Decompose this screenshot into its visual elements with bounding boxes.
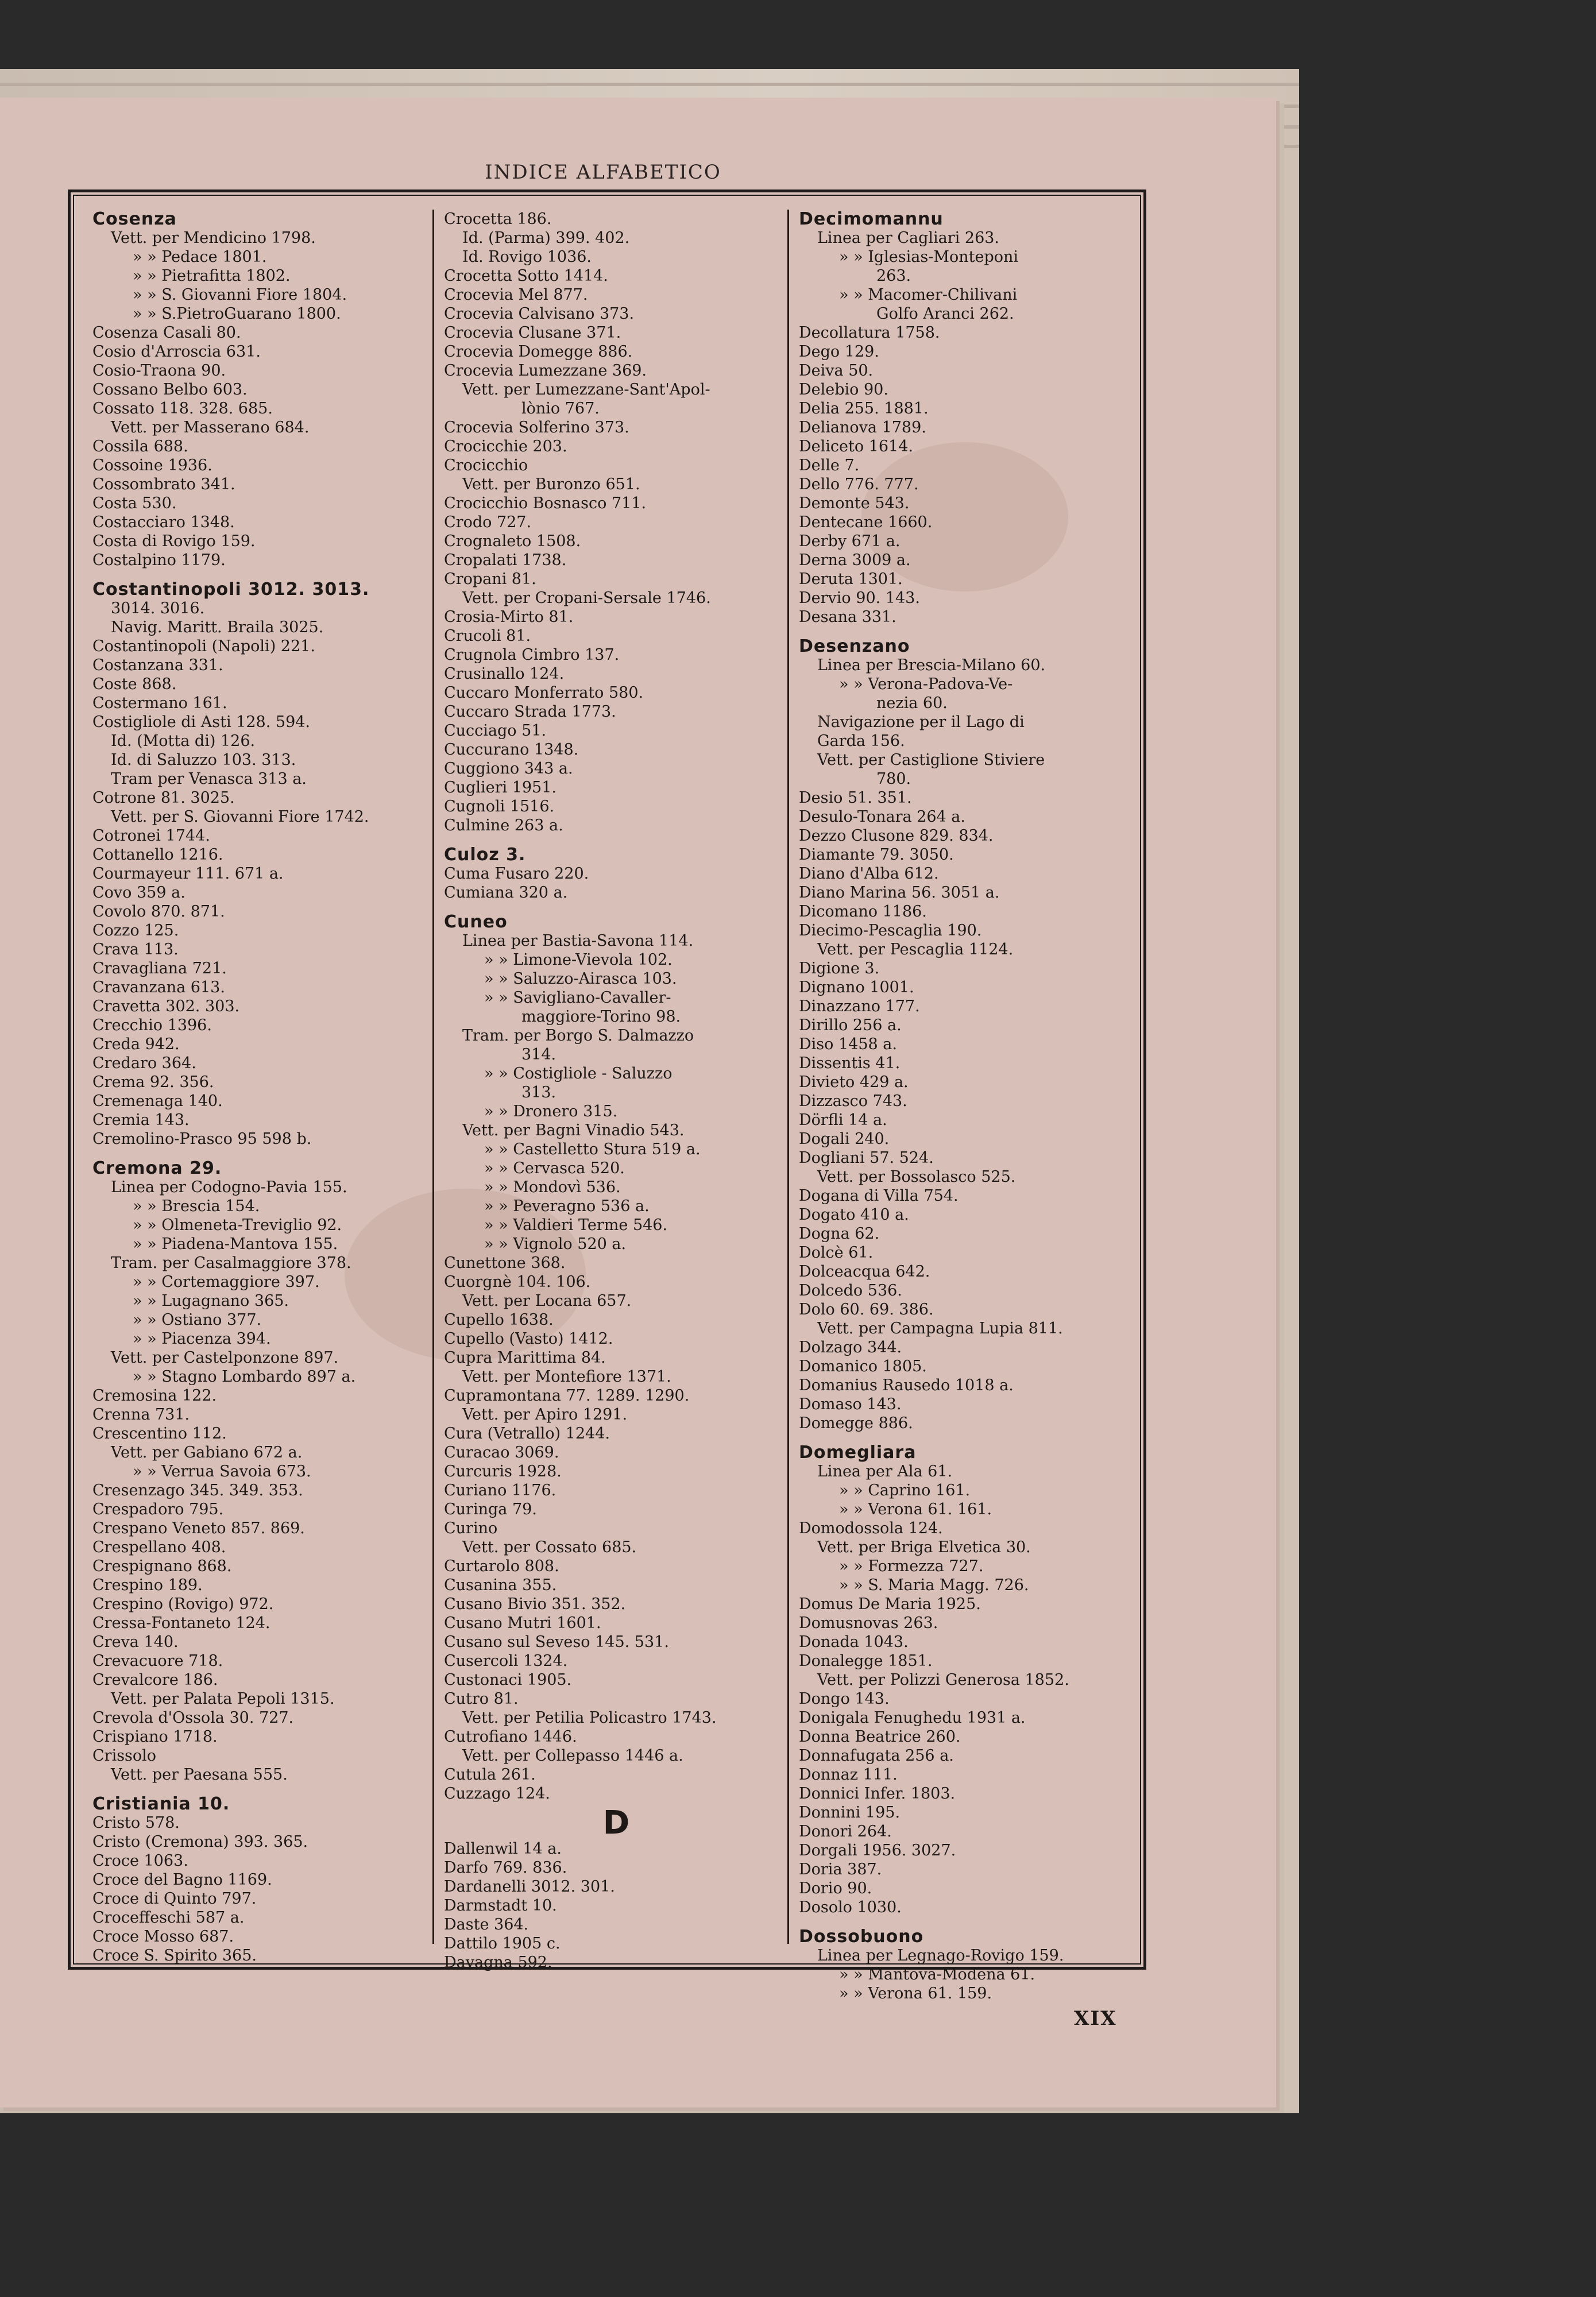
index-entry: Crespadoro 795. xyxy=(92,1501,224,1518)
index-subentry: Navigazione per il Lago di xyxy=(817,713,1025,731)
index-entry: Donnaz 111. xyxy=(799,1766,898,1784)
index-entry: Crispiano 1718. xyxy=(92,1728,218,1746)
index-entry: Cutro 81. xyxy=(444,1690,519,1708)
index-entry: Davagna 592. xyxy=(444,1954,552,1971)
index-entry: Costanzana 331. xyxy=(92,656,223,674)
index-entry: Domus De Maria 1925. xyxy=(799,1595,981,1613)
page-number: XIX xyxy=(1074,2007,1117,2030)
index-entry: Crissolo xyxy=(92,1747,157,1765)
index-entry: Dirillo 256 a. xyxy=(799,1016,902,1034)
index-continuation: nezia 60. xyxy=(876,694,948,712)
index-subentry: » » Verona 61. 159. xyxy=(839,1985,992,2002)
index-entry: Dego 129. xyxy=(799,343,879,361)
index-entry: Donnici Infer. 1803. xyxy=(799,1785,956,1803)
index-entry: Dolcè 61. xyxy=(799,1244,874,1262)
index-entry: Credaro 364. xyxy=(92,1054,196,1072)
index-subentry: Vett. per Castiglione Stiviere xyxy=(817,751,1045,769)
index-subentry: » » Dronero 315. xyxy=(484,1103,618,1120)
index-entry: Crosia-Mirto 81. xyxy=(444,608,574,626)
index-subentry: » » Brescia 154. xyxy=(133,1197,260,1215)
index-entry: Cucciago 51. xyxy=(444,722,547,740)
index-entry: Deiva 50. xyxy=(799,362,874,380)
index-entry: Doria 387. xyxy=(799,1861,882,1878)
index-entry: Diano Marina 56. 3051 a. xyxy=(799,884,1000,902)
index-continuation: lònio 767. xyxy=(521,400,600,417)
index-entry: Curiano 1176. xyxy=(444,1482,557,1499)
index-entry: Cremia 143. xyxy=(92,1111,190,1129)
index-entry: Cuma Fusaro 220. xyxy=(444,865,589,883)
index-entry: Crocevia Solferino 373. xyxy=(444,419,629,436)
index-entry: Darfo 769. 836. xyxy=(444,1859,567,1877)
index-entry: Croce 1063. xyxy=(92,1852,188,1870)
index-entry: Dattilo 1905 c. xyxy=(444,1935,561,1952)
index-subentry: Vett. per Apiro 1291. xyxy=(462,1406,628,1424)
index-entry: Crescentino 112. xyxy=(92,1425,227,1443)
index-entry: Donori 264. xyxy=(799,1823,892,1840)
index-entry: Cutrofiano 1446. xyxy=(444,1728,577,1746)
index-subentry: » » S.PietroGuarano 1800. xyxy=(133,305,341,323)
index-entry: Domanico 1805. xyxy=(799,1358,927,1375)
index-entry: Donna Beatrice 260. xyxy=(799,1728,961,1746)
index-entry: Costalpino 1179. xyxy=(92,551,226,569)
index-entry: Crenna 731. xyxy=(92,1406,190,1424)
index-entry: Covolo 870. 871. xyxy=(92,903,225,921)
index-entry: Crocevia Calvisano 373. xyxy=(444,305,635,323)
index-entry: Crocevia Mel 877. xyxy=(444,286,588,304)
index-entry: Crocevia Clusane 371. xyxy=(444,324,621,342)
index-subentry: » » Caprino 161. xyxy=(839,1482,971,1499)
index-entry: Donnafugata 256 a. xyxy=(799,1747,954,1765)
index-entry: Deliceto 1614. xyxy=(799,438,913,455)
index-entry: Croceffeschi 587 a. xyxy=(92,1909,245,1927)
index-continuation: 313. xyxy=(521,1084,557,1101)
index-entry: Derby 671 a. xyxy=(799,532,901,550)
index-entry: Cupra Marittima 84. xyxy=(444,1349,606,1367)
index-entry: Diano d'Alba 612. xyxy=(799,865,939,883)
index-entry: Cremolino-Prasco 95 598 b. xyxy=(92,1130,312,1148)
index-entry: Cuzzago 124. xyxy=(444,1785,550,1803)
index-entry: Crognaleto 1508. xyxy=(444,532,581,550)
index-entry: Crocicchio Bosnasco 711. xyxy=(444,494,647,512)
index-entry: Crocicchie 203. xyxy=(444,438,567,455)
book-page xyxy=(0,98,1276,2107)
index-entry: Dongo 143. xyxy=(799,1690,890,1708)
index-heading: Desenzano xyxy=(799,636,910,656)
index-subentry: » » Castelletto Stura 519 a. xyxy=(484,1140,701,1158)
index-subentry: Vett. per Cropani-Sersale 1746. xyxy=(462,589,711,607)
index-subentry: Vett. per Castelponzone 897. xyxy=(111,1349,339,1367)
index-entry: Cravanzana 613. xyxy=(92,979,225,996)
index-entry: Crespino 189. xyxy=(92,1576,203,1594)
index-subentry: » » Piadena-Mantova 155. xyxy=(133,1235,338,1253)
index-entry: Croce di Quinto 797. xyxy=(92,1890,257,1908)
index-subentry: » » Lugagnano 365. xyxy=(133,1292,289,1310)
index-subentry: Linea per Ala 61. xyxy=(817,1463,953,1480)
index-entry: Domegge 886. xyxy=(799,1414,913,1432)
index-entry: Donigala Fenughedu 1931 a. xyxy=(799,1709,1026,1727)
index-entry: Dogana di Villa 754. xyxy=(799,1187,959,1205)
index-subentry: » » Pedace 1801. xyxy=(133,248,267,266)
index-entry: Dosolo 1030. xyxy=(799,1898,902,1916)
index-entry: Dizzasco 743. xyxy=(799,1092,907,1110)
index-subentry: Tram. per Casalmaggiore 378. xyxy=(111,1254,351,1272)
index-subentry: » » Mantova-Modena 61. xyxy=(839,1966,1035,1983)
index-subentry: Vett. per Bossolasco 525. xyxy=(817,1168,1016,1186)
index-heading: Domegliara xyxy=(799,1443,917,1463)
index-subentry: » » Piacenza 394. xyxy=(133,1330,271,1348)
index-subentry: Vett. per Lumezzane-Sant'Apol- xyxy=(462,381,710,399)
index-entry: Diecimo-Pescaglia 190. xyxy=(799,922,982,939)
index-subentry: » » Ostiano 377. xyxy=(133,1311,262,1329)
index-entry: Dogliani 57. 524. xyxy=(799,1149,934,1167)
running-header: INDICE ALFABETICO xyxy=(485,161,721,184)
index-entry: Croce S. Spirito 365. xyxy=(92,1947,257,1965)
index-entry: Crespino (Rovigo) 972. xyxy=(92,1595,274,1613)
index-subentry: » » Cortemaggiore 397. xyxy=(133,1273,320,1291)
index-entry: Delia 255. 1881. xyxy=(799,400,929,417)
index-entry: Crugnola Cimbro 137. xyxy=(444,646,620,664)
index-entry: Diso 1458 a. xyxy=(799,1035,897,1053)
index-subentry: Linea per Bastia-Savona 114. xyxy=(462,932,694,950)
index-entry: Darmstadt 10. xyxy=(444,1897,557,1915)
section-letter: D xyxy=(602,1804,630,1842)
index-entry: Cossoine 1936. xyxy=(92,457,212,474)
index-subentry: Id. di Saluzzo 103. 313. xyxy=(111,751,296,769)
index-heading: Cremona 29. xyxy=(92,1158,222,1178)
index-entry: Cristo (Cremona) 393. 365. xyxy=(92,1833,308,1851)
index-entry: Donnini 195. xyxy=(799,1804,901,1822)
index-entry: Digione 3. xyxy=(799,960,880,977)
index-entry: Desulo-Tonara 264 a. xyxy=(799,808,965,826)
index-entry: Cutula 261. xyxy=(444,1766,536,1784)
index-entry: Dörfli 14 a. xyxy=(799,1111,887,1129)
index-heading: Cosenza xyxy=(92,209,177,229)
index-heading: Decimomannu xyxy=(799,209,944,229)
index-entry: Cupello (Vasto) 1412. xyxy=(444,1330,613,1348)
index-entry: Costigliole di Asti 128. 594. xyxy=(92,713,311,731)
index-column-1 xyxy=(92,209,431,1965)
index-subentry: Vett. per Gabiano 672 a. xyxy=(111,1444,303,1461)
index-subentry: » » Saluzzo-Airasca 103. xyxy=(484,970,677,988)
index-subentry: » » Macomer-Chilivani xyxy=(839,286,1018,304)
index-entry: Curacao 3069. xyxy=(444,1444,559,1461)
index-entry: Crocetta 186. xyxy=(444,210,552,228)
index-entry: Crocicchio xyxy=(444,457,528,474)
index-subentry: » » Verrua Savoia 673. xyxy=(133,1463,311,1480)
index-entry: Desana 331. xyxy=(799,608,896,626)
index-entry: Dervio 90. 143. xyxy=(799,589,920,607)
index-entry: Creda 942. xyxy=(92,1035,180,1053)
index-entry: Costantinopoli (Napoli) 221. xyxy=(92,637,315,655)
index-subentry: Vett. per Paesana 555. xyxy=(111,1766,288,1784)
index-entry: Creva 140. xyxy=(92,1633,179,1651)
index-entry: Domaso 143. xyxy=(799,1395,902,1413)
index-entry: Cossato 118. 328. 685. xyxy=(92,400,273,417)
index-entry: Cunettone 368. xyxy=(444,1254,566,1272)
index-entry: Domanius Rausedo 1018 a. xyxy=(799,1376,1014,1394)
index-entry: Croce Mosso 687. xyxy=(92,1928,234,1946)
index-entry: Delle 7. xyxy=(799,457,860,474)
index-subentry: Tram. per Borgo S. Dalmazzo xyxy=(462,1027,694,1045)
index-entry: Cupramontana 77. 1289. 1290. xyxy=(444,1387,690,1405)
index-subentry: » » Valdieri Terme 546. xyxy=(484,1216,668,1234)
index-entry: Cupello 1638. xyxy=(444,1311,554,1329)
index-subentry: » » Limone-Vievola 102. xyxy=(484,951,673,969)
index-entry: Curino xyxy=(444,1519,498,1537)
index-heading: Costantinopoli 3012. 3013. xyxy=(92,579,370,600)
index-entry: Costa 530. xyxy=(92,494,177,512)
index-entry: Dentecane 1660. xyxy=(799,513,933,531)
index-entry: Cuccaro Monferrato 580. xyxy=(444,684,644,702)
index-entry: Cremenaga 140. xyxy=(92,1092,223,1110)
index-entry: Dicomano 1186. xyxy=(799,903,927,921)
index-subentry: Vett. per Bagni Vinadio 543. xyxy=(462,1122,685,1139)
index-entry: Cozzo 125. xyxy=(92,922,179,939)
index-entry: Dignano 1001. xyxy=(799,979,914,996)
page-edge-line xyxy=(0,83,1299,86)
index-entry: Deruta 1301. xyxy=(799,570,903,588)
index-subentry: » » Formezza 727. xyxy=(839,1557,984,1575)
index-entry: Crocevia Lumezzane 369. xyxy=(444,362,647,380)
index-subentry: » » Cervasca 520. xyxy=(484,1159,625,1177)
index-entry: Cottanello 1216. xyxy=(92,846,223,864)
index-entry: Cossano Belbo 603. xyxy=(92,381,248,399)
index-entry: Crema 92. 356. xyxy=(92,1073,214,1091)
index-subentry: Vett. per Cossato 685. xyxy=(462,1538,637,1556)
index-entry: Dogna 62. xyxy=(799,1225,880,1243)
index-subentry: Vett. per Pescaglia 1124. xyxy=(817,941,1014,958)
index-subentry: » » Vignolo 520 a. xyxy=(484,1235,627,1253)
index-frame xyxy=(68,190,1146,2002)
index-entry: Cuorgnè 104. 106. xyxy=(444,1273,591,1291)
index-entry: Curinga 79. xyxy=(444,1501,537,1518)
index-entry: Crespano Veneto 857. 869. xyxy=(92,1519,305,1537)
index-subentry: Id. Rovigo 1036. xyxy=(462,248,592,266)
index-column-2 xyxy=(444,210,789,1971)
index-entry: Cura (Vetrallo) 1244. xyxy=(444,1425,610,1443)
index-entry: Dolceacqua 642. xyxy=(799,1263,930,1281)
index-entry: Cusano Mutri 1601. xyxy=(444,1614,601,1632)
index-entry: Costermano 161. xyxy=(92,694,227,712)
index-entry: Cravetta 302. 303. xyxy=(92,997,240,1015)
index-entry: Crespellano 408. xyxy=(92,1538,226,1556)
index-entry: Dorio 90. xyxy=(799,1880,872,1897)
index-entry: Delebio 90. xyxy=(799,381,888,399)
index-subentry: Vett. per Campagna Lupia 811. xyxy=(817,1320,1063,1337)
index-entry: Cusano sul Seveso 145. 531. xyxy=(444,1633,669,1651)
index-entry: Cremosina 122. xyxy=(92,1387,217,1405)
index-entry: Desio 51. 351. xyxy=(799,789,912,807)
index-subentry: 3014. 3016. xyxy=(111,600,205,617)
index-column-3 xyxy=(799,209,1135,2002)
index-heading: Cuneo xyxy=(444,912,508,932)
index-entry: Dinazzano 177. xyxy=(799,997,920,1015)
index-entry: Decollatura 1758. xyxy=(799,324,940,342)
index-subentry: Vett. per Polizzi Generosa 1852. xyxy=(817,1671,1069,1689)
index-subentry: Vett. per Palata Pepoli 1315. xyxy=(111,1690,335,1708)
index-subentry: » » Costigliole - Saluzzo xyxy=(484,1065,673,1082)
index-entry: Dogali 240. xyxy=(799,1130,890,1148)
index-subentry: » » S. Maria Magg. 726. xyxy=(839,1576,1029,1594)
index-entry: Cugnoli 1516. xyxy=(444,798,555,815)
index-entry: Diamante 79. 3050. xyxy=(799,846,954,864)
index-entry: Cotronei 1744. xyxy=(92,827,210,845)
index-entry: Crodo 727. xyxy=(444,513,532,531)
index-entry: Dallenwil 14 a. xyxy=(444,1840,562,1858)
index-entry: Cuccaro Strada 1773. xyxy=(444,703,616,721)
index-subentry: Vett. per Petilia Policastro 1743. xyxy=(462,1709,717,1727)
index-heading: Dossobuono xyxy=(799,1927,924,1947)
index-entry: Dello 776. 777. xyxy=(799,475,919,493)
index-heading: Culoz 3. xyxy=(444,845,526,865)
index-entry: Cusanina 355. xyxy=(444,1576,557,1594)
index-subentry: Id. (Motta di) 126. xyxy=(111,732,256,750)
index-entry: Cuccurano 1348. xyxy=(444,741,579,759)
index-entry: Dissentis 41. xyxy=(799,1054,901,1072)
index-subentry: Vett. per Masserano 684. xyxy=(111,419,310,436)
index-entry: Croce del Bagno 1169. xyxy=(92,1871,272,1889)
index-entry: Dolzago 344. xyxy=(799,1339,902,1356)
index-entry: Crucoli 81. xyxy=(444,627,531,645)
index-entry: Crava 113. xyxy=(92,941,179,958)
index-subentry: » » Olmeneta-Treviglio 92. xyxy=(133,1216,342,1234)
index-entry: Donalegge 1851. xyxy=(799,1652,933,1670)
index-entry: Donada 1043. xyxy=(799,1633,909,1651)
index-entry: Cumiana 320 a. xyxy=(444,884,568,902)
index-entry: Dolcedo 536. xyxy=(799,1282,902,1300)
index-entry: Delianova 1789. xyxy=(799,419,926,436)
index-subentry: » » Verona-Padova-Ve- xyxy=(839,675,1013,693)
index-entry: Divieto 429 a. xyxy=(799,1073,909,1091)
index-subentry: Linea per Cagliari 263. xyxy=(817,229,1000,247)
index-entry: Culmine 263 a. xyxy=(444,817,563,834)
index-subentry: Vett. per S. Giovanni Fiore 1742. xyxy=(111,808,369,826)
index-entry: Cresenzago 345. 349. 353. xyxy=(92,1482,303,1499)
index-subentry: Navig. Maritt. Braila 3025. xyxy=(111,618,324,636)
index-entry: Covo 359 a. xyxy=(92,884,186,902)
index-subentry: Vett. per Collepasso 1446 a. xyxy=(462,1747,683,1765)
index-continuation: 780. xyxy=(876,770,911,788)
index-entry: Costa di Rovigo 159. xyxy=(92,532,256,550)
index-entry: Cropani 81. xyxy=(444,570,536,588)
index-entry: Crevacuore 718. xyxy=(92,1652,223,1670)
index-entry: Custonaci 1905. xyxy=(444,1671,572,1689)
index-entry: Dolo 60. 69. 386. xyxy=(799,1301,934,1318)
index-entry: Demonte 543. xyxy=(799,494,910,512)
index-entry: Cuglieri 1951. xyxy=(444,779,557,796)
index-entry: Cravagliana 721. xyxy=(92,960,227,977)
index-entry: Coste 868. xyxy=(92,675,177,693)
index-entry: Curcuris 1928. xyxy=(444,1463,562,1480)
index-entry: Cristo 578. xyxy=(92,1814,180,1832)
index-subentry: Tram per Venasca 313 a. xyxy=(111,770,307,788)
index-subentry: » » Savigliano-Cavaller- xyxy=(484,989,671,1007)
index-entry: Dardanelli 3012. 301. xyxy=(444,1878,615,1896)
index-entry: Crespignano 868. xyxy=(92,1557,232,1575)
index-entry: Dogato 410 a. xyxy=(799,1206,909,1224)
index-subentry: Linea per Codogno-Pavia 155. xyxy=(111,1178,347,1196)
index-subentry: Vett. per Montefiore 1371. xyxy=(462,1368,671,1386)
index-entry: Cotrone 81. 3025. xyxy=(92,789,235,807)
index-entry: Cressa-Fontaneto 124. xyxy=(92,1614,270,1632)
index-entry: Cosio d'Arroscia 631. xyxy=(92,343,261,361)
index-entry: Crevalcore 186. xyxy=(92,1671,218,1689)
index-subentry: Id. (Parma) 399. 402. xyxy=(462,229,630,247)
index-entry: Domusnovas 263. xyxy=(799,1614,938,1632)
index-entry: Dezzo Clusone 829. 834. xyxy=(799,827,994,845)
index-subentry: Linea per Legnago-Rovigo 159. xyxy=(817,1947,1064,1965)
index-entry: Cropalati 1738. xyxy=(444,551,567,569)
column-rule xyxy=(787,210,789,1944)
index-entry: Curtarolo 808. xyxy=(444,1557,559,1575)
index-entry: Derna 3009 a. xyxy=(799,551,911,569)
index-continuation: 314. xyxy=(521,1046,557,1064)
index-entry: Cusano Bivio 351. 352. xyxy=(444,1595,626,1613)
index-entry: Cossila 688. xyxy=(92,438,188,455)
index-entry: Crusinallo 124. xyxy=(444,665,565,683)
index-subentry: Vett. per Locana 657. xyxy=(462,1292,632,1310)
index-subentry: » » Pietrafitta 1802. xyxy=(133,267,291,285)
index-heading: Cristiania 10. xyxy=(92,1794,230,1814)
index-entry: Costacciaro 1348. xyxy=(92,513,235,531)
index-entry: Cusercoli 1324. xyxy=(444,1652,568,1670)
index-entry: Crocetta Sotto 1414. xyxy=(444,267,608,285)
index-subentry: Vett. per Mendicino 1798. xyxy=(111,229,316,247)
index-entry: Domodossola 124. xyxy=(799,1519,943,1537)
index-subentry: » » Stagno Lombardo 897 a. xyxy=(133,1368,356,1386)
index-continuation: 263. xyxy=(876,267,911,285)
index-entry: Cosenza Casali 80. xyxy=(92,324,241,342)
index-entry: Crecchio 1396. xyxy=(92,1016,212,1034)
index-subentry: Linea per Brescia-Milano 60. xyxy=(817,656,1046,674)
index-subentry: Vett. per Briga Elvetica 30. xyxy=(817,1538,1031,1556)
index-entry: Crocevia Domegge 886. xyxy=(444,343,633,361)
index-entry: Courmayeur 111. 671 a. xyxy=(92,865,284,883)
index-entry: Cosio-Traona 90. xyxy=(92,362,226,380)
index-entry: Cossombrato 341. xyxy=(92,475,235,493)
index-subentry: » » Mondovì 536. xyxy=(484,1178,621,1196)
index-entry: Cuggiono 343 a. xyxy=(444,760,573,778)
index-continuation: maggiore-Torino 98. xyxy=(521,1008,681,1026)
index-subentry: » » Iglesias-Monteponi xyxy=(839,248,1019,266)
column-rule xyxy=(432,210,434,1944)
index-continuation: Golfo Aranci 262. xyxy=(876,305,1014,323)
index-entry: Dorgali 1956. 3027. xyxy=(799,1842,956,1859)
index-entry: Daste 364. xyxy=(444,1916,529,1933)
index-entry: Crevola d'Ossola 30. 727. xyxy=(92,1709,294,1727)
index-subentry: Garda 156. xyxy=(817,732,905,750)
index-subentry: » » Peveragno 536 a. xyxy=(484,1197,650,1215)
index-subentry: » » S. Giovanni Fiore 1804. xyxy=(133,286,347,304)
index-subentry: » » Verona 61. 161. xyxy=(839,1501,992,1518)
index-subentry: Vett. per Buronzo 651. xyxy=(462,475,640,493)
